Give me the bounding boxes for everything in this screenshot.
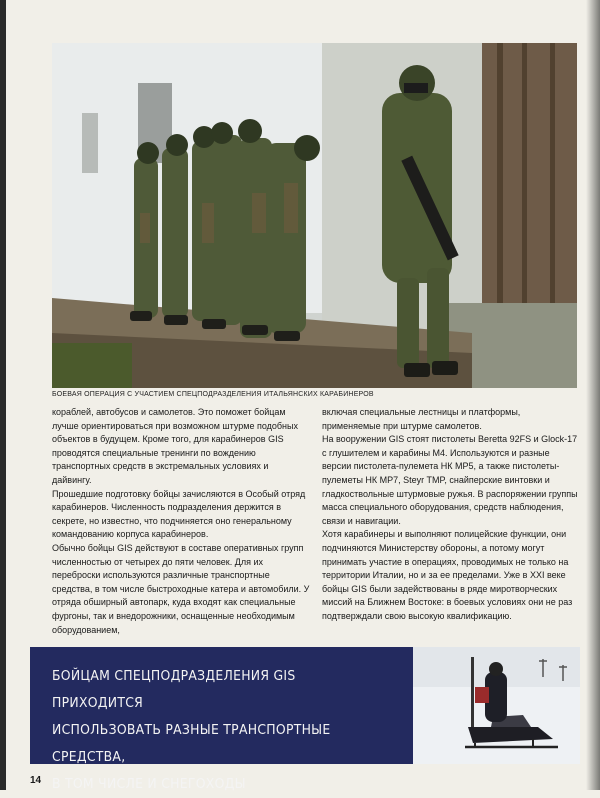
article-paragraph: Обычно бойцы GIS действуют в составе оперативных групп численностью от четырех до пяти человек. Для их переброски используются различные транспортные средства, в том числе быстроходные катера и автомобили. У отряда обширный автопарк, куда входят как специальные фургоны, так и внедорожники, оснащенные необходимым оборудованием, <box>52 542 310 635</box>
pull-quote-text <box>52 663 374 798</box>
article-left-column <box>52 406 310 637</box>
article-right-column <box>322 406 580 624</box>
snowmobile-photo <box>413 647 580 764</box>
article-paragraph: На вооружении GIS стоят пистолеты Beretta 92FS и Glock-17 с глушителем и карабины М4. Используются и разные версии пистолета-пулемета НК МР5, а также пистолеты-пулеметы НК МР7, Steyr TMP, снайперские винтовки и гладкоствольные штурмовые ружья. В распоряжении группы масса специального оборудования, средств наблюдения, связи и навигации. <box>322 434 578 526</box>
pull-quote-line: БОЙЦАМ СПЕЦПОДРАЗДЕЛЕНИЯ GIS ПРИХОДИТСЯ <box>52 668 296 711</box>
article-paragraph: Прошедшие подготовку бойцы зачисляются в Особый отряд карабинеров. Численность подразделения держится в секрете, но известно, что подчиняется оно генеральному командованию корпуса карабинеров. <box>52 488 306 540</box>
article-paragraph: включая специальные лестницы и платформы, применяемые при штурме самолетов. <box>322 407 521 431</box>
article-paragraph: кораблей, автобусов и самолетов. Это поможет бойцам лучше ориентироваться при возможном штурме подобных объектов в будущем. Кроме того, для карабинеров GIS проводятся специальные тренинги по вождению транспортных средств в экстремальных условиях и дайвингу. <box>52 407 298 485</box>
pull-quote-line: ИСПОЛЬЗОВАТЬ РАЗНЫЕ ТРАНСПОРТНЫЕ СРЕДСТВА, <box>52 722 331 765</box>
page-right-shadow <box>586 0 600 790</box>
assault-operation-photo <box>52 43 577 388</box>
pull-quote-line: В ТОМ ЧИСЛЕ И СНЕГОХОДЫ <box>52 776 246 792</box>
page-binding-edge <box>0 0 22 790</box>
article-paragraph: Хотя карабинеры и выполняют полицейские функции, они подчиняются Министерству обороны, а потому могут принимать участие в операциях, проводимых не только на территории Италии, но и за ее пределами. Уже в XXI веке бойцы GIS были задействованы в ряде миротворческих миссий на Ближнем Востоке: в боевых условиях они не раз подтверждали свою высокую квалификацию. <box>322 529 573 621</box>
photo-caption: БОЕВАЯ ОПЕРАЦИЯ С УЧАСТИЕМ СПЕЦПОДРАЗДЕЛЕНИЯ ИТАЛЬЯНСКИХ КАРАБИНЕРОВ <box>52 391 374 398</box>
page-number: 14 <box>30 775 42 786</box>
